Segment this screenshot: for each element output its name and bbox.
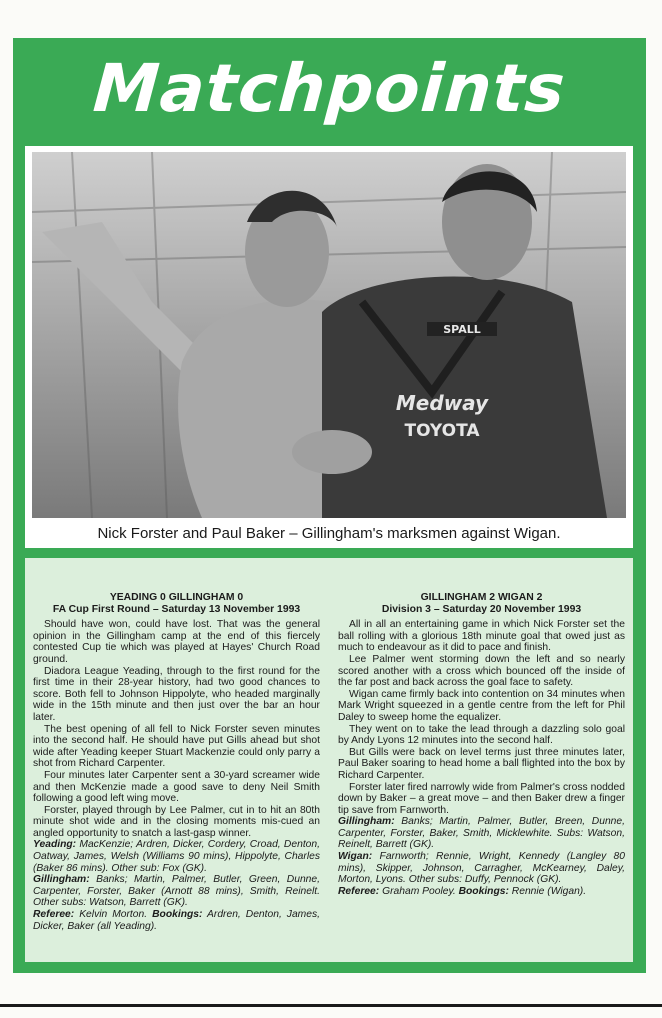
report-paragraph: Forster, played through by Lee Palmer, cut in to hit an 80th minute shot wide and in the closing moments mis-cued an angled opportunity to snatch a last-gasp winner.: [33, 804, 320, 839]
page-title: Matchpoints: [90, 49, 569, 127]
photo-illustration: [32, 152, 626, 518]
match-photo: [32, 152, 626, 518]
bookings-list: Ardren, Denton, James, Dicker, Baker (all Yeading).: [33, 909, 320, 932]
report-paragraph: Wigan came firmly back into contention on 34 minutes when Mark Wright squeezed in a gentle centre from the left for Phil Daley to sweep home the equalizer.: [338, 688, 625, 723]
report-fixture: Division 3 – Saturday 20 November 1993: [381, 603, 582, 615]
team-lineup: [33, 839, 320, 874]
report-paragraph: Four minutes later Carpenter sent a 30-yard screamer wide and then McKenzie made a good save to deny Neil Smith following a good left wing move.: [33, 769, 320, 805]
match-reports-panel: [25, 558, 633, 962]
referee-name: Graham Pooley.: [379, 885, 459, 897]
report-heading: [338, 592, 625, 615]
report-score: YEADING 0 GILLINGHAM 0: [109, 592, 244, 603]
team-label: Wigan:: [338, 851, 373, 863]
bookings-label: Bookings:: [152, 909, 203, 921]
team-players: Farnworth; Rennie, Wright, Kennedy (Langley 80 mins), Skipper, Johnson, Carragher, McKearney, Daley, Morton, Lyons. Other subs: Duffy, Pennock (GK).: [338, 851, 625, 886]
team-players: Banks; Martin, Palmer, Butler, Breen, Dunne, Carpenter, Forster, Baker, Smith, Micklewhite. Subs: Watson, Reinelt, Barrett (GK).: [338, 816, 625, 851]
referee-label: Referee:: [338, 885, 380, 897]
photo-panel: [25, 146, 633, 548]
team-lineup: [33, 874, 320, 909]
shirt-sponsor2-text: TOYOTA: [404, 421, 480, 441]
report-paragraph: Forster later fired narrowly wide from Palmer's cross nodded down by Baker – a great move – and then Baker drew a finger tip save from Farnworth.: [338, 781, 625, 816]
match-officials: [33, 909, 320, 932]
bookings-list: Rennie (Wigan).: [508, 885, 587, 897]
report-paragraph: The best opening of all fell to Nick Forster seven minutes into the second half. He should have put Gills ahead but shot wide after Yeading keeper Stuart Mackenzie could only parry a shot from Richard Carpenter.: [33, 723, 320, 770]
report-heading: [33, 592, 320, 615]
report-paragraph: Should have won, could have lost. That was the general opinion in the Gillingham camp at the end of this fiercely contested Cup tie which was played at Hayes' Church Road ground.: [33, 619, 320, 665]
shirt-badge-text: SPALL: [443, 323, 481, 336]
team-players: MacKenzie; Ardren, Dicker, Cordery, Croad, Denton, Oatway, James, Welsh (Williams 90 mins), Hippolyte, Charles (Baker 86 mins). Other sub: Fox (GK).: [33, 839, 320, 874]
report-fixture: FA Cup First Round – Saturday 13 November 1993: [52, 603, 301, 615]
match-officials: [338, 886, 625, 898]
report-yeading: [33, 592, 320, 932]
referee-name: Kelvin Morton.: [74, 909, 153, 921]
team-label: Gillingham:: [338, 816, 395, 828]
bottom-rule: [0, 1004, 662, 1007]
report-wigan: [338, 592, 625, 897]
team-label: Gillingham:: [33, 874, 90, 886]
report-paragraph: They went on to take the lead through a dazzling solo goal by Andy Lyons 12 minutes into the second half.: [338, 723, 625, 747]
shirt-sponsor-text: Medway: [395, 391, 489, 415]
photo-caption: Nick Forster and Paul Baker – Gillingham's marksmen against Wigan.: [97, 525, 561, 542]
report-paragraph: Diadora League Yeading, through to the first round for the first time in their 28-year history, had two good chances to score. Both fell to Johnson Hippolyte, who headed marginally wide in the 15th minute and then just over the bar an hour later.: [33, 665, 320, 723]
report-paragraph: But Gills were back on level terms just three minutes later, Paul Baker soaring to head home a ball flighted into the box by Richard Carpenter.: [338, 746, 625, 781]
report-paragraph: Lee Palmer went storming down the left and so nearly scored another with a cross which bounced off the inside of the far post and back across the goal face to safety.: [338, 653, 625, 689]
team-lineup: [338, 816, 625, 851]
bookings-label: Bookings:: [458, 885, 509, 897]
report-score: GILLINGHAM 2 WIGAN 2: [420, 592, 543, 603]
team-players: Banks; Martin, Palmer, Butler, Green, Dunne, Carpenter, Forster, Baker (Arnott 88 mins), Smith, Reinelt. Other subs: Watson, Barrett (GK).: [33, 874, 320, 909]
report-paragraph: All in all an entertaining game in which Nick Forster set the ball rolling with a glorious 18th minute goal that owed just as much to endeavour as it did to pace and finish.: [338, 619, 625, 654]
referee-label: Referee:: [33, 909, 75, 921]
team-lineup: [338, 851, 625, 886]
team-label: Yeading:: [33, 839, 77, 851]
